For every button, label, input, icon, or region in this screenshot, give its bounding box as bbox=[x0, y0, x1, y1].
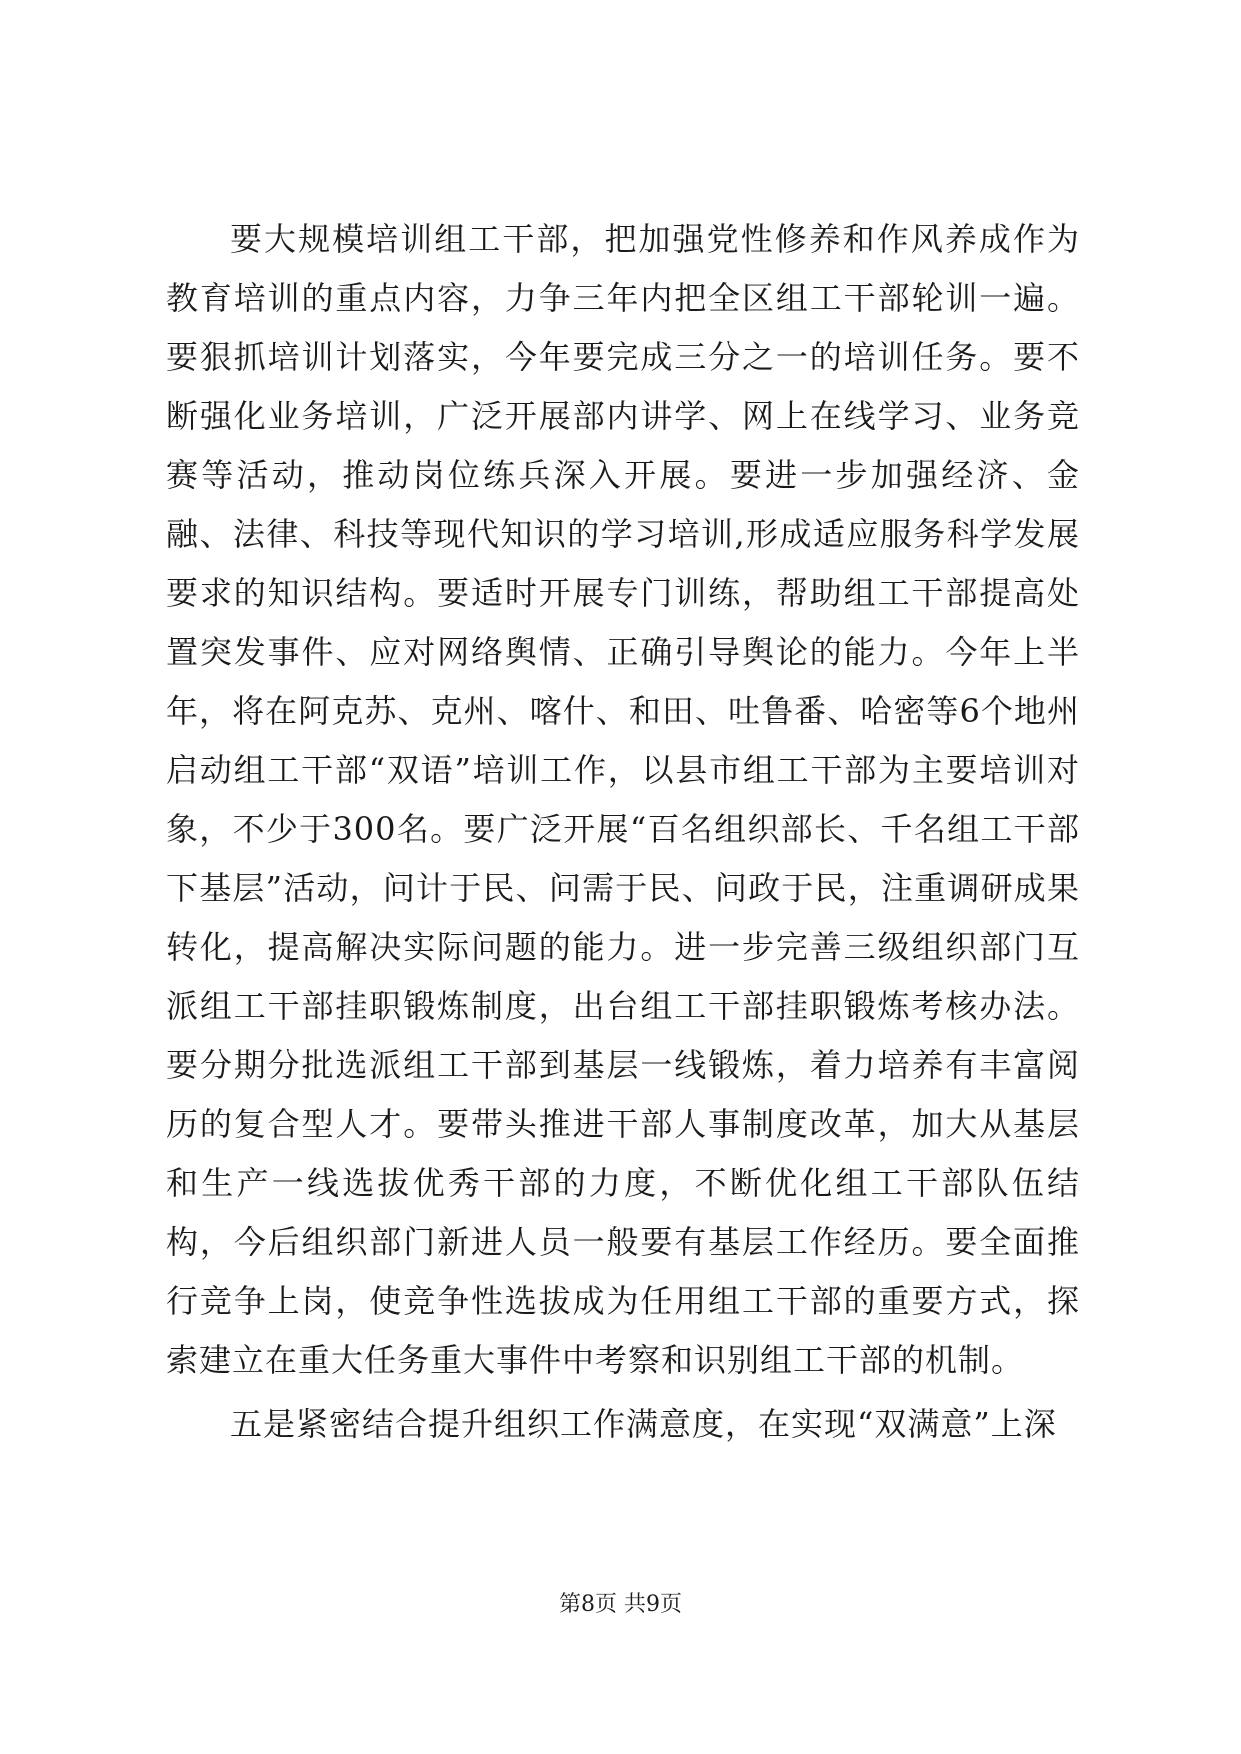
page-footer: 第8页 共9页 bbox=[559, 1592, 682, 1617]
paragraph-2: 五是紧密结合提升组织工作满意度，在实现“双满意”上深 bbox=[230, 1405, 1057, 1443]
body-text bbox=[166, 210, 1080, 1454]
paragraph-1: 要大规模培训组工干部，把加强党性修养和作风养成作为教育培训的重点内容，力争三年内把全区组工干部轮训一遍。要狠抓培训计划落实，今年要完成三分之一的培训任务。要不断强化业务培训，广泛开展部内讲学、网上在线学习、业务竞赛等活动，推动岗位练兵深入开展。要进一步加强经济、金融、法律、科技等现代知识的学习培训,形成适应服务科学发展要求的知识结构。要适时开展专门训练，帮助组工干部提高处置突发事件、应对网络舆情、正确引导舆论的能力。今年上半年，将在阿克苏、克州、喀什、和田、吐鲁番、哈密等6个地州启动组工干部“双语”培训工作，以县市组工干部为主要培训对象，不少于300名。要广泛开展“百名组织部长、千名组工干部下基层”活动，问计于民、问需于民、问政于民，注重调研成果转化，提高解决实际问题的能力。进一步完善三级组织部门互派组工干部挂职锻炼制度，出台组工干部挂职锻炼考核办法。要分期分批选派组工干部到基层一线锻炼，着力培养有丰富阅历的复合型人才。要带头推进干部人事制度改革，加大从基层和生产一线选拔优秀干部的力度，不断优化组工干部队伍结构，今后组织部门新进人员一般要有基层工作经历。要全面推行竞争上岗，使竞争性选拔成为任用组工干部的重要方式，探索建立在重大任务重大事件中考察和识别组工干部的机制。 bbox=[166, 220, 1080, 1379]
